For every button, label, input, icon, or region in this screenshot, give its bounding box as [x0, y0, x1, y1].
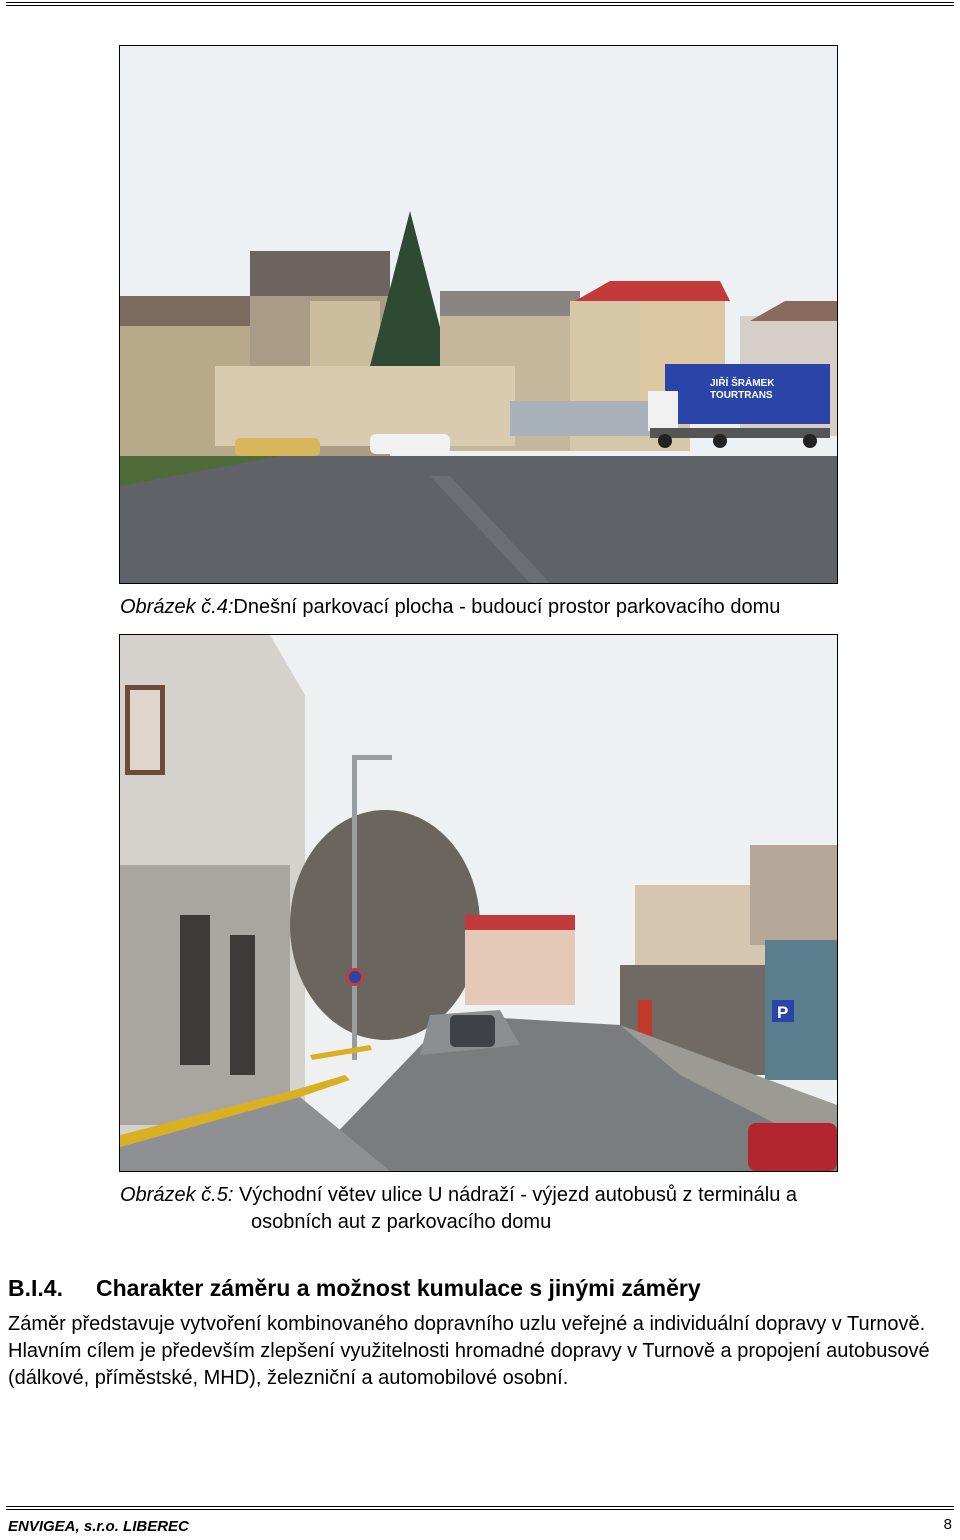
footer-company: ENVIGEA, s.r.o. LIBEREC	[8, 1518, 189, 1535]
figure-4-caption-text: Dnešní parkovací plocha - budoucí prostor parkovacího domu	[233, 596, 781, 618]
figure-5-caption	[120, 1182, 920, 1236]
footer-rule	[6, 1506, 954, 1510]
street-photo	[119, 634, 838, 1172]
parking-lot-photo	[119, 45, 838, 584]
section-number: B.I.4.	[8, 1275, 63, 1301]
page-number: 8	[943, 1516, 952, 1533]
figure-4-caption	[120, 594, 780, 621]
truck-sign-line2: TOURTRANS	[710, 390, 773, 401]
street-illustration	[120, 635, 837, 1171]
figure-5-caption-line2: osobních aut z parkovacího domu	[251, 1211, 552, 1233]
section-title: Charakter záměru a možnost kumulace s jinými záměry	[96, 1275, 701, 1301]
figure-5-label: Obrázek č.5:	[120, 1184, 234, 1206]
section-heading	[8, 1275, 701, 1302]
parking-lot-illustration	[120, 46, 837, 583]
header-rule	[6, 2, 954, 6]
figure-4-label: Obrázek č.4:	[120, 596, 234, 618]
truck-sign-line1: JIŘÍ ŠRÁMEK	[710, 378, 775, 389]
section-body: Záměr představuje vytvoření kombinovaného dopravního uzlu veřejné a individuální dopravy v Turnově. Hlavním cílem je především zlepšení využitelnosti hromadné dopravy v Turnově a propojení autobusové (dálkové, příměstské, MHD), železniční a automobilové osobní.	[8, 1313, 930, 1389]
parking-sign-letter: P	[777, 1003, 789, 1022]
figure-5-caption-line1: Východní větev ulice U nádraží - výjezd autobusů z terminálu a	[233, 1184, 798, 1206]
